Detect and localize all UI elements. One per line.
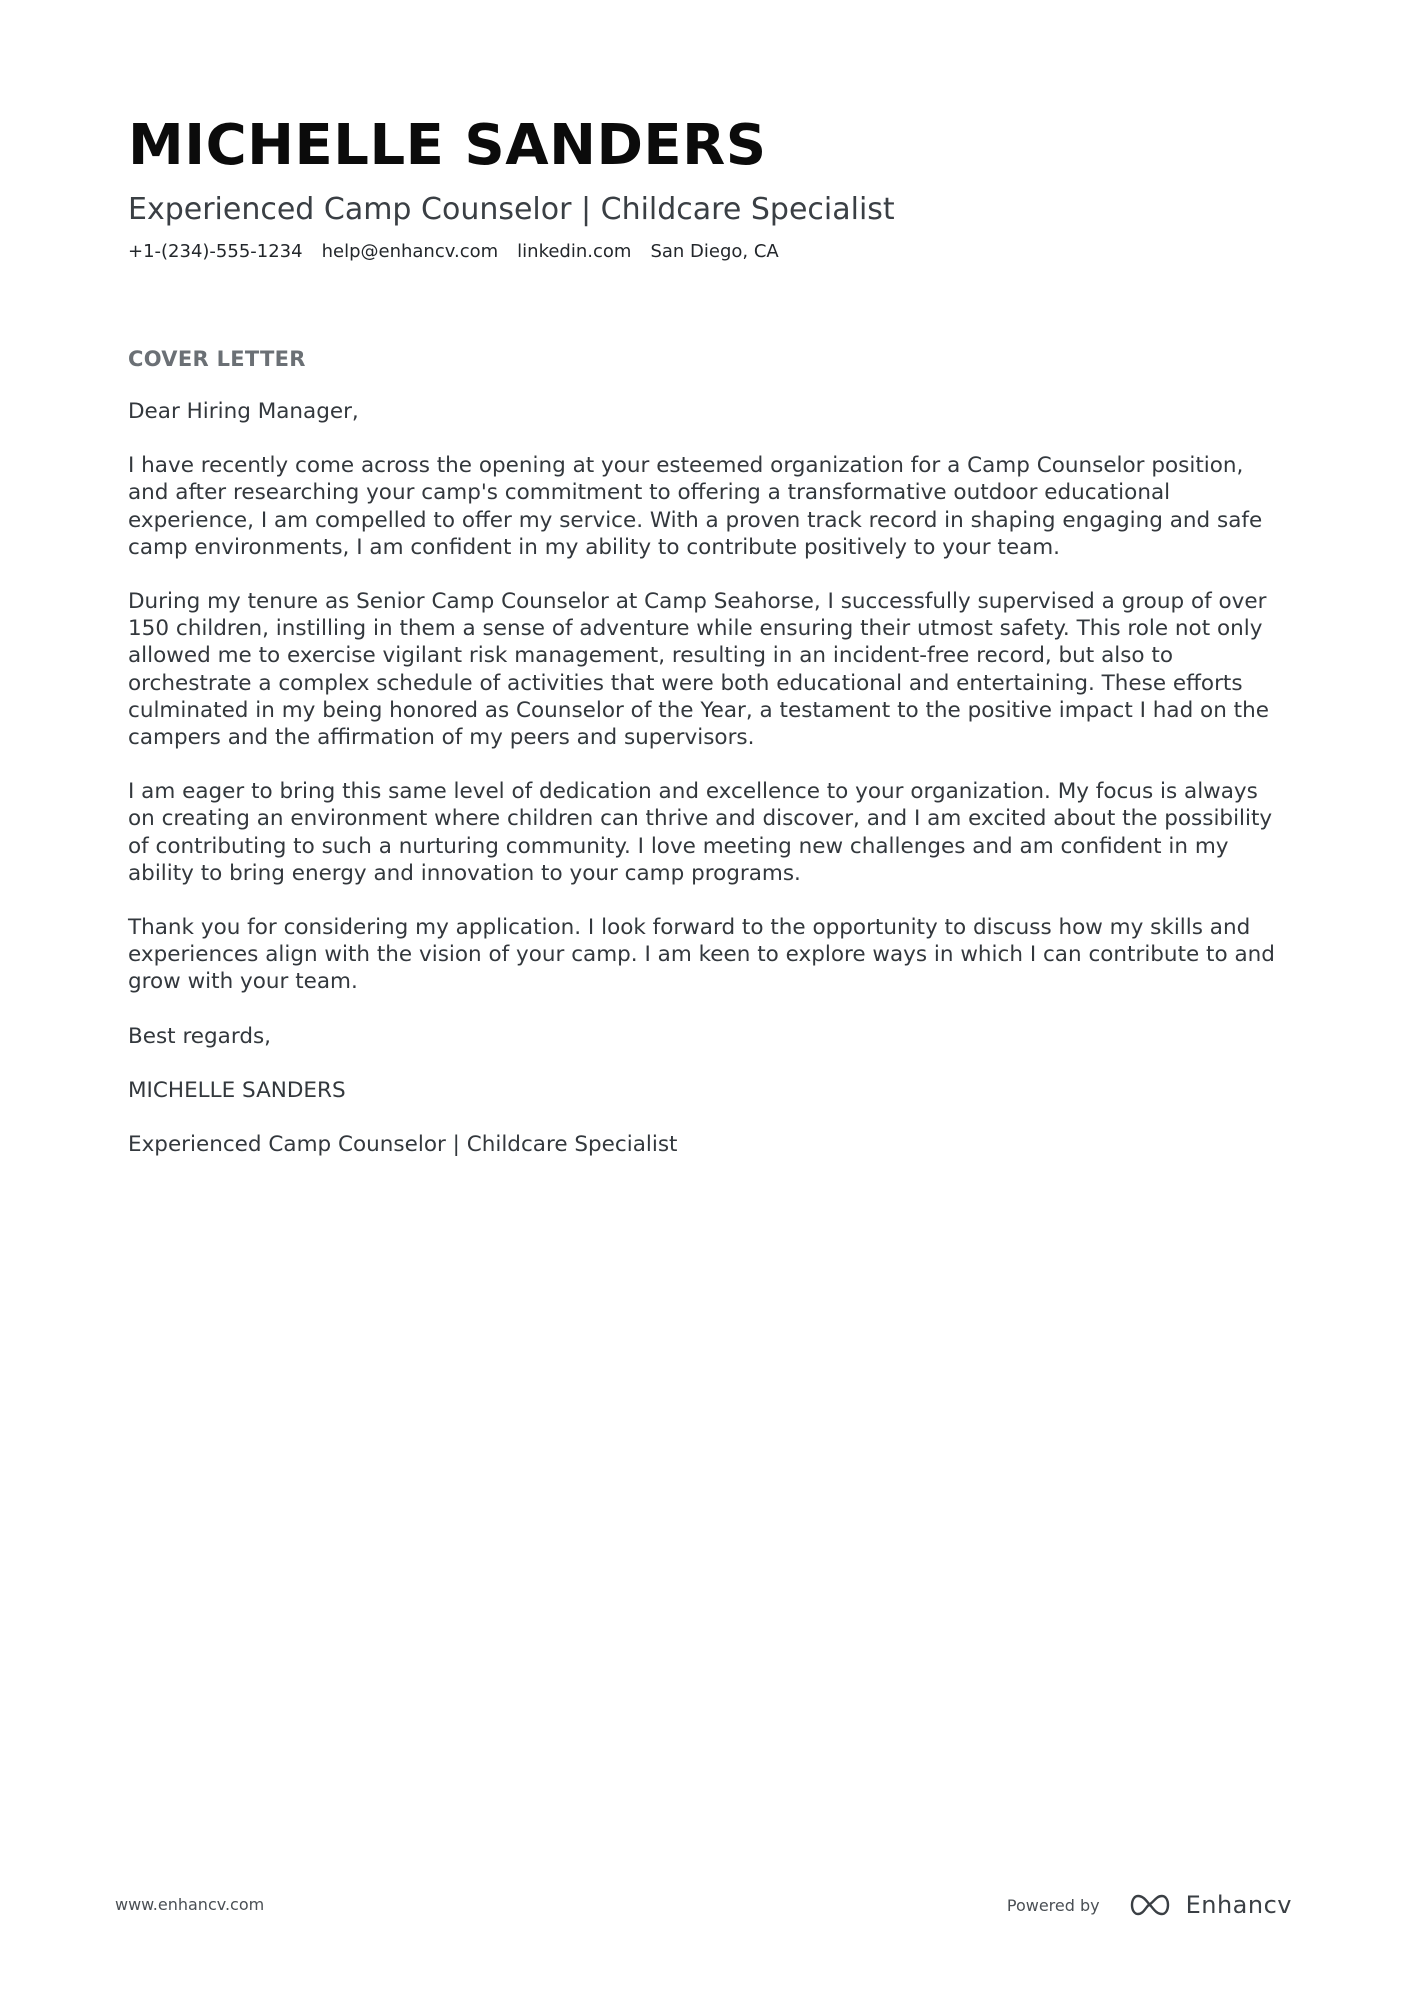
contact-phone[interactable]: +1-(234)-555-1234 (128, 241, 303, 262)
enhancv-logo-icon (1126, 1892, 1174, 1918)
section-title-cover-letter: COVER LETTER (128, 347, 306, 371)
footer-branding (1007, 1880, 1292, 1930)
contact-info (128, 238, 1288, 266)
contact-linkedin[interactable]: linkedin.com (517, 241, 632, 262)
brand-name: Enhancv (1185, 1891, 1292, 1919)
letter-signature-title: Experienced Camp Counselor | Childcare Specialist (128, 1132, 678, 1158)
resume-header (128, 110, 1288, 266)
brand-link[interactable] (1126, 1891, 1292, 1919)
letter-salutation: Dear Hiring Manager, (128, 399, 359, 424)
letter-paragraph: During my tenure as Senior Camp Counselor at Camp Seahorse, I successfully supervised a group of over 150 children, instilling in them a sense of adventure while ensuring their utmost safety. This role not only allowed me to exercise vigilant risk management, resulting in an incident-free record, but also to orchestrate a complex schedule of activities that were both educational and entertaining. These efforts culminated in my being honored as Counselor of the Year, a testament to the positive impact I had on the campers and the affirmation of my peers and supervisors. (128, 589, 1269, 751)
letter-body (128, 398, 1288, 1185)
letter-signature-name: MICHELLE SANDERS (128, 1077, 346, 1103)
contact-email[interactable]: help@enhancv.com (321, 241, 499, 262)
powered-by-label: Powered by (1006, 1895, 1100, 1915)
footer-website[interactable]: www.enhancv.com (115, 1895, 265, 1914)
letter-paragraph: I have recently come across the opening at your esteemed organization for a Camp Counselor position, and after researching your camp's commitment to offering a transformative outdoor educational experience, I am compelled to offer my service. With a proven track record in shaping engaging and safe camp environments, I am confident in my ability to contribute positively to your team. (128, 453, 1263, 560)
contact-location: San Diego, CA (650, 241, 779, 262)
candidate-name: MICHELLE SANDERS (128, 113, 767, 178)
letter-paragraph: I am eager to bring this same level of dedication and excellence to your organization. My focus is always on creating an environment where children can thrive and discover, and I am excited about the possibility of contributing to such a nurturing community. I love meeting new challenges and am confident in my ability to bring energy and innovation to your camp programs. (128, 779, 1273, 886)
letter-closing: Best regards, (128, 1023, 272, 1049)
candidate-title: Experienced Camp Counselor | Childcare Specialist (128, 192, 895, 227)
letter-paragraph: Thank you for considering my application. I look forward to the opportunity to discuss how my skills and experiences align with the vision of your camp. I am keen to explore ways in which I can contribute to and grow with your team. (128, 915, 1275, 995)
